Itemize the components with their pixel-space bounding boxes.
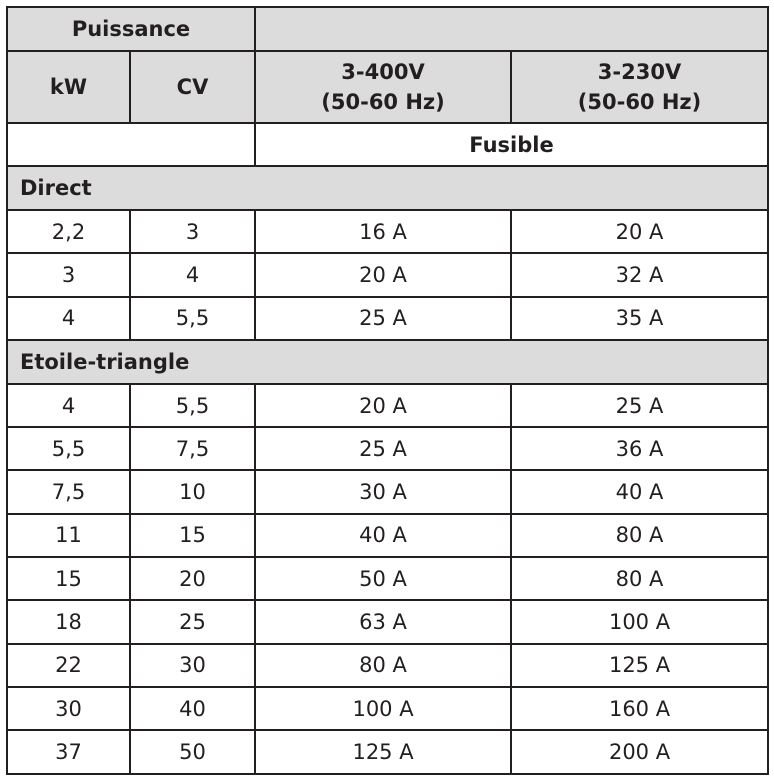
cell-fuse-230v: 160 A: [511, 687, 768, 730]
cell-fuse-230v: 100 A: [511, 600, 768, 643]
cell-fuse-400v: 20 A: [255, 384, 511, 427]
cell-cv: 4: [130, 253, 255, 296]
cell-kw: 2,2: [7, 210, 130, 253]
cell-cv: 7,5: [130, 427, 255, 470]
cell-cv: 10: [130, 470, 255, 513]
table-row: [7, 687, 768, 730]
cell-kw: 4: [7, 384, 130, 427]
cell-fuse-400v: 16 A: [255, 210, 511, 253]
fuse-table-container: [6, 6, 769, 775]
cell-kw: 22: [7, 644, 130, 687]
cell-fuse-400v: 25 A: [255, 297, 511, 340]
cell-fuse-400v: 125 A: [255, 730, 511, 773]
table-row: [7, 297, 768, 340]
header-cv: CV: [130, 51, 255, 123]
cell-fuse-400v: 50 A: [255, 557, 511, 600]
table-row: [7, 600, 768, 643]
cell-kw: 4: [7, 297, 130, 340]
table-row: [7, 730, 768, 773]
cell-fuse-230v: 80 A: [511, 557, 768, 600]
cell-kw: 18: [7, 600, 130, 643]
cell-fuse-400v: 30 A: [255, 470, 511, 513]
cell-cv: 50: [130, 730, 255, 773]
cell-fuse-230v: 125 A: [511, 644, 768, 687]
cell-cv: 30: [130, 644, 255, 687]
cell-fuse-230v: 36 A: [511, 427, 768, 470]
cell-fuse-400v: 40 A: [255, 514, 511, 557]
cell-fuse-400v: 25 A: [255, 427, 511, 470]
section-title: Etoile-triangle: [7, 340, 768, 384]
cell-fuse-400v: 80 A: [255, 644, 511, 687]
section-row: [7, 340, 768, 384]
header-fuse-blank: [7, 123, 255, 166]
cell-cv: 5,5: [130, 384, 255, 427]
header-400v: [255, 51, 511, 123]
section-title: Direct: [7, 166, 768, 210]
fuse-table: [6, 6, 769, 775]
header-230v-line2: (50-60 Hz): [577, 90, 702, 114]
cell-cv: 3: [130, 210, 255, 253]
cell-cv: 5,5: [130, 297, 255, 340]
header-fuse: Fusible: [255, 123, 768, 166]
cell-fuse-230v: 35 A: [511, 297, 768, 340]
header-230v-line1: 3-230V: [597, 60, 682, 84]
cell-fuse-230v: 32 A: [511, 253, 768, 296]
header-blank: [255, 7, 768, 51]
header-kw: kW: [7, 51, 130, 123]
cell-kw: 7,5: [7, 470, 130, 513]
section-row: [7, 166, 768, 210]
cell-kw: 3: [7, 253, 130, 296]
header-row-fuse: [7, 123, 768, 166]
cell-fuse-230v: 20 A: [511, 210, 768, 253]
header-power: Puissance: [7, 7, 255, 51]
table-row: [7, 427, 768, 470]
header-230v: [511, 51, 768, 123]
header-row-power: [7, 7, 768, 51]
table-row: [7, 210, 768, 253]
cell-fuse-400v: 20 A: [255, 253, 511, 296]
table-row: [7, 253, 768, 296]
table-row: [7, 557, 768, 600]
cell-fuse-400v: 63 A: [255, 600, 511, 643]
cell-cv: 40: [130, 687, 255, 730]
table-row: [7, 384, 768, 427]
cell-fuse-230v: 40 A: [511, 470, 768, 513]
cell-cv: 15: [130, 514, 255, 557]
table-row: [7, 514, 768, 557]
cell-kw: 11: [7, 514, 130, 557]
cell-cv: 25: [130, 600, 255, 643]
cell-fuse-400v: 100 A: [255, 687, 511, 730]
cell-fuse-230v: 200 A: [511, 730, 768, 773]
cell-fuse-230v: 80 A: [511, 514, 768, 557]
header-400v-line2: (50-60 Hz): [321, 90, 445, 114]
cell-kw: 15: [7, 557, 130, 600]
header-row-columns: [7, 51, 768, 123]
cell-kw: 5,5: [7, 427, 130, 470]
cell-kw: 37: [7, 730, 130, 773]
cell-cv: 20: [130, 557, 255, 600]
cell-fuse-230v: 25 A: [511, 384, 768, 427]
cell-kw: 30: [7, 687, 130, 730]
table-row: [7, 470, 768, 513]
table-row: [7, 644, 768, 687]
header-400v-line1: 3-400V: [341, 60, 425, 84]
